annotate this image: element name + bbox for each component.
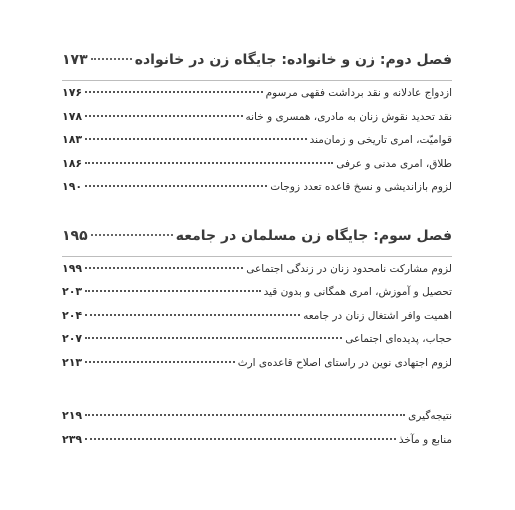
toc-entry: [62, 356, 452, 380]
chapter-title: فصل سوم: جایگاه زن مسلمان در جامعه: [175, 227, 452, 244]
page-number: ۱۸۶: [62, 156, 83, 170]
toc-entry: [62, 157, 452, 181]
entry-title: طلاق، امری مدنی و عرفی: [336, 157, 452, 170]
chapter-title: فصل دوم: زن و خانواده: جایگاه زن در خانواده: [134, 52, 452, 68]
table-of-contents: [62, 52, 452, 456]
dot-leader: [85, 162, 333, 164]
toc-entry: [62, 332, 452, 356]
toc-entry: [62, 133, 452, 157]
toc-entry: [62, 110, 452, 134]
page-number: ۲۱۹: [62, 409, 83, 422]
toc-entry: [62, 285, 452, 309]
toc-entry: [62, 309, 452, 333]
dot-leader: [85, 115, 242, 117]
chapter-3-heading: [62, 228, 452, 254]
toc-entry: [62, 180, 452, 204]
page-number: ۱۷۳: [62, 52, 88, 68]
dot-leader: [91, 58, 132, 60]
dot-leader: [85, 337, 342, 339]
divider: [62, 256, 452, 257]
entry-title: ازدواج عادلانه و نقد برداشت فقهی مرسوم: [265, 87, 452, 99]
dot-leader: [85, 138, 306, 140]
page-number: ۱۷۶: [62, 86, 83, 99]
page-number: ۱۹۰: [62, 180, 83, 193]
page-number: ۱۸۳: [62, 133, 83, 146]
dot-leader: [85, 267, 243, 269]
page-number: ۲۳۹: [62, 432, 83, 446]
dot-leader: [85, 91, 262, 93]
entry-title: حجاب، پدیده‌ای اجتماعی: [345, 333, 452, 345]
dot-leader: [85, 438, 396, 440]
dot-leader: [85, 414, 405, 416]
toc-entry-references: [62, 433, 452, 457]
toc-entry: [62, 86, 452, 110]
entry-title: نتیجه‌گیری: [408, 410, 452, 422]
toc-entry: [62, 262, 452, 286]
page-number: ۱۷۸: [62, 109, 83, 123]
entry-title: اهمیت وافر اشتغال زنان در جامعه: [303, 309, 452, 322]
page-number: ۲۰۳: [62, 285, 83, 298]
chapter-2-heading: [62, 52, 452, 78]
dot-leader: [85, 361, 235, 363]
page-number: ۲۰۴: [62, 308, 83, 322]
spacer: [62, 204, 452, 228]
dot-leader: [85, 314, 300, 316]
entry-title: نقد تحدید نقوش زنان به مادری، همسری و خانه: [245, 110, 452, 123]
page-number: ۲۰۷: [62, 332, 83, 345]
page-number: ۱۹۵: [62, 227, 88, 244]
entry-title: لزوم اجتهادی نوین در راستای اصلاح قاعده‌ی ارث: [237, 356, 452, 369]
page-number: ۲۱۳: [62, 355, 83, 369]
dot-leader: [85, 185, 267, 187]
page-number: ۱۹۹: [62, 261, 83, 275]
dot-leader: [85, 290, 260, 292]
entry-title: لزوم بازاندیشی و نسخ قاعده تعدد زوجات: [270, 181, 452, 193]
entry-title: تحصیل و آموزش، امری همگانی و بدون قید: [263, 286, 452, 298]
entry-title: قوامیّت، امری تاریخی و زمان‌مند: [309, 134, 452, 146]
toc-entry-conclusion: [62, 409, 452, 433]
spacer: [62, 379, 452, 409]
entry-title: منابع و مآخذ: [398, 433, 452, 446]
entry-title: لزوم مشارکت نامحدود زنان در زندگی اجتماعی: [246, 262, 452, 275]
dot-leader: [91, 234, 173, 236]
divider: [62, 80, 452, 81]
